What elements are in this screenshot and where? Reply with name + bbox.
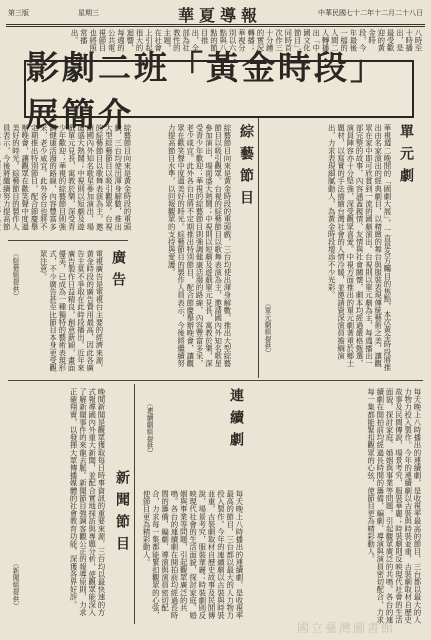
section-title-serial: 連續劇 xyxy=(228,388,244,454)
section-body-single: 華視週二晚間的「國劇大展」，一直是各方矚目的焦點，本次黃金時段將推出由名家演出的經典劇目，以精緻的舞台與服裝表現傳統藝術之美，讓觀眾在家中即可欣賞到一流的國劇演出。台視則以單元劇為主，每週播出一部完整的故事，內容涵蓋親情、友情與社會關懷，劇本均經過嚴格甄選，演員陣容亦十分堅強，深受觀眾喜愛。中視方面推出的單元劇著重於鄉土題材，以寫實的手法描繪台灣社會的人情冷暖，並邀請資深演員擔綱演出，力求表現細膩動人，為黃金時段增添不少光彩。 xyxy=(327,124,392,372)
section-body-ads: 電視廣告是電視台主要的經濟來源，黃金時段的廣告費用最高，因此各廣告主莫不爭取在此時段播出。近年來廣告製作日益精良，創意新穎，畫面優美，已成為一種獨特的藝術表現形式，不少廣告甚至比節目本身更受觀眾注意。 xyxy=(39,250,104,372)
section-body-news: 晚間新聞是觀眾獲取每日時事資訊的重要來源，三台均以最快速的方式報導國內外重大新聞，並配合實地採訪與專題分析，使觀眾能深入了解新聞事件的來龍去脈。新聞節目強調客觀公正的報導原則，力求正確翔實，以發揮大眾傳播媒體的社會教育功能，深獲各界好評。 xyxy=(69,388,106,616)
section-body-serial: 每天晚上八時播出的連續劇，是收視率最高的節目，三台都以最大的人力物力投入製作。今年的連續劇以古裝與時裝並重，古裝劇取材自歷史故事及民間傳說，場景考究，服裝華麗；時裝劇則反映現代社會的生活面貌，探討家庭、婚姻與事業等問題，引起觀眾廣泛的共鳴。各台的連續劇在開拍前均經過長時間的籌備，編劇、導演與演員密切配合，力求每一集都能緊扣觀眾的心弦，使節目更為精彩動人。 xyxy=(366,388,422,624)
article-title: 影劇二班「黃金時段」展簡介 xyxy=(24,60,414,118)
header-rule xyxy=(6,24,425,25)
issue-date: 中華民國七十二年十二月二十八日 xyxy=(318,9,423,17)
intro-text: 八時至十時播出，是最受歡迎的黃金時段，今年最後一檔的人間二人轉播出「中國文化節目」，同時首次作三十分鐘的實況轉播；華視分別以六點與八點的節目推出，全部為社教性的主題，在社會上引起很大的迴響，每週的公共電視節目也將照常播出。 xyxy=(70,29,423,56)
column-divider xyxy=(258,118,259,378)
section-title-single: 單元劇 xyxy=(398,124,414,190)
masthead: 華夏導報 xyxy=(177,6,262,25)
library-watermark: 國立臺灣圖書館 xyxy=(296,621,395,635)
section-body-serial-cont: 每天晚上八時播出的連續劇，是收視率最高的節目，三台都以最大的人力物力投入製作。今年的連續劇以古裝與時裝並重，古裝劇取材自歷史故事及民間傳說，場景考究，服裝華麗；時裝劇則反映現代社會的生活面貌，探討家庭、婚姻與事業等問題，引起觀眾廣泛的共鳴。各台的連續劇在開拍前均經過長時間的籌備，編劇、導演與演員密切配合，力求每一集都能緊扣觀眾的心弦，使節目更為精彩動人。 xyxy=(142,490,244,620)
section-credit-news: （新聞組提供） xyxy=(11,560,19,610)
section-divider xyxy=(8,380,423,381)
page-number: 第三版 xyxy=(8,9,29,17)
header-rule-double xyxy=(6,26,425,27)
section-credit-variety: （綜藝組提供） xyxy=(11,250,19,300)
section-credit-single: （單元劇組提供） xyxy=(263,300,271,357)
section-body-variety: 綜藝節目向來是黃金時段的重頭戲，三台均使出渾身解數，推出大型綜藝節目以吸引觀眾。台視的綜藝節目以歌舞表演為主，邀請國內外知名歌星參加演出，場面盛大熱鬧；中視則以短劇及遊戲單元見長，寓教於樂，深受青少年歡迎；華視的綜藝節目則強調健康活潑的路線，內容豐富多采，老少咸宜。此外各台也將不定期推出特別節目，配合節慶舉辦晚會，讓觀眾在歡笑聲中度過美好的時光。綜藝節目的製作人員表示，今後將繼續努力提高節目水準，以回報觀眾的支持與愛護。 xyxy=(167,124,232,368)
section-credit-serial: （連續劇組提供） xyxy=(145,400,153,457)
section-title-variety: 綜藝節目 xyxy=(238,124,254,212)
weekday: 星期三 xyxy=(78,9,99,17)
section-title-ads: 廣告 xyxy=(110,250,126,294)
section-divider-left xyxy=(8,240,128,241)
section-title-news: 新聞節目 xyxy=(114,470,130,558)
section-body-variety-cont: 綜藝節目向來是黃金時段的重頭戲，三台均使出渾身解數，推出大型綜藝節目以吸引觀眾。台視的綜藝節目以歌舞表演為主，邀請國內外知名歌星參加演出，場面盛大熱鬧；中視則以短劇及遊戲單元見長，寓教於樂，深受青少年歡迎；華視的綜藝節目則強調健康活潑的路線，內容豐富多采，老少咸宜。此外各台也將不定期推出特別節目，配合節慶舉辦晚會，讓觀眾在歡笑聲中度過美好的時光。綜藝節目的製作人員表示，今後將繼續努力提高節 xyxy=(2,124,132,231)
column-divider-lower xyxy=(134,384,135,624)
